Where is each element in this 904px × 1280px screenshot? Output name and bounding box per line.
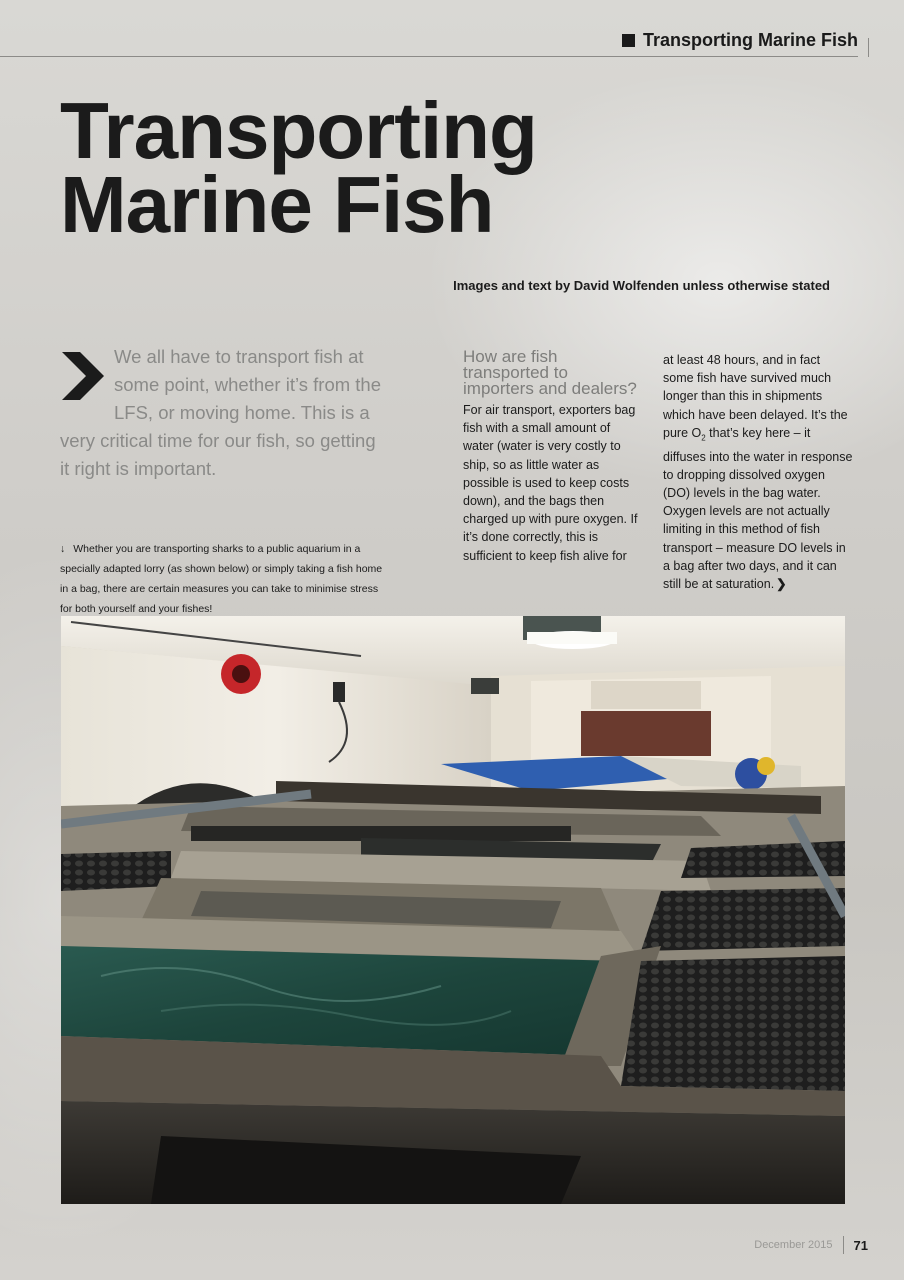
body-text-part-2: that’s key here – it diffuses into the water in response to dropping dissolved oxygen (DO) levels in the bag water. Oxygen levels are not actually limiting in this method of fish transport – measure DO levels in a bag after two days, and it can still be at saturation. bbox=[663, 425, 853, 591]
body-paragraph-2 bbox=[663, 351, 853, 593]
article-column-2 bbox=[463, 349, 641, 565]
running-head bbox=[622, 30, 858, 51]
byline: Images and text by David Wolfenden unless otherwise stated bbox=[453, 278, 830, 293]
caption-text: Whether you are transporting sharks to a public aquarium in a specially adapted lorry (as shown below) or simply taking a fish home in a bag, there are certain measures you can take to minimise stress for both yourself and your fishes! bbox=[60, 543, 383, 615]
body-text-part-1: at least 48 hours, and in fact some fish have survived much longer than this in shipments which have been delayed. It’s the pure O bbox=[663, 353, 848, 440]
intro-text: We all have to transport fish at some point, whether it’s from the LFS, or moving home. This is a very critical time for our fish, so getting it right is important. bbox=[60, 346, 382, 479]
photo-caption bbox=[60, 539, 390, 619]
header-rule-vertical bbox=[868, 38, 869, 57]
transport-lorry-photo bbox=[61, 616, 845, 1204]
end-chevron-icon: ❯ bbox=[776, 576, 787, 591]
issue-date: December 2015 bbox=[754, 1239, 833, 1251]
article-column-3 bbox=[663, 351, 853, 593]
arrow-down-icon: ↓ bbox=[60, 543, 66, 555]
section-heading: How are fish transported to importers and dealers? bbox=[463, 347, 637, 398]
intro-paragraph bbox=[60, 343, 390, 483]
title-line-1: Transporting bbox=[60, 86, 537, 175]
subscript-2: 2 bbox=[701, 433, 706, 443]
title-line-2: Marine Fish bbox=[60, 160, 494, 249]
page-folio bbox=[754, 1236, 868, 1254]
page-number: 71 bbox=[853, 1237, 868, 1253]
folio-divider bbox=[843, 1236, 844, 1254]
header-rule bbox=[0, 56, 858, 57]
body-paragraph-1: For air transport, exporters bag fish with a small amount of water (water is very costly to ship, so as little water as possible is used to keep costs down), and the bags then charged up with pure oxygen. If it’s done correctly, this is sufficient to keep fish alive for bbox=[463, 403, 638, 563]
running-head-text: Transporting Marine Fish bbox=[642, 30, 858, 50]
square-bullet-icon bbox=[622, 34, 635, 47]
page-title bbox=[60, 86, 700, 249]
